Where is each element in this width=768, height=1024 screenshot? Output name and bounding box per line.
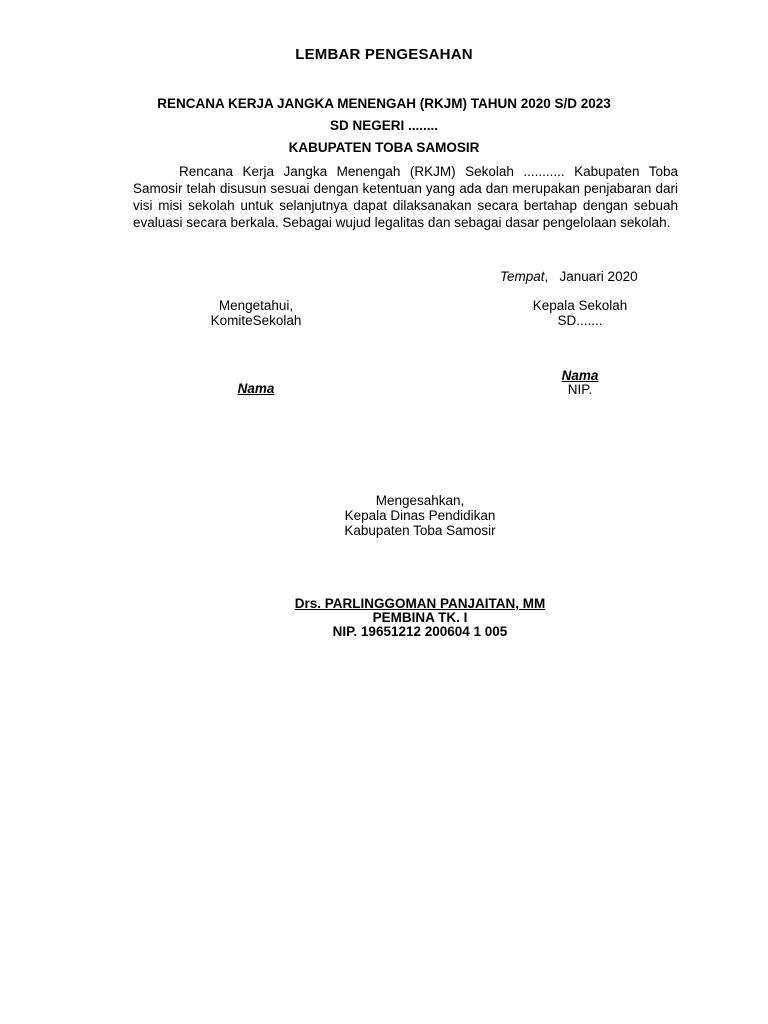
committee-acknowledge-label: Mengetahui, xyxy=(218,298,294,313)
committee-title: KomiteSekolah xyxy=(210,313,302,328)
document-subtitle-regency: KABUPATEN TOBA SAMOSIR xyxy=(288,140,480,155)
official-block xyxy=(220,597,620,639)
principal-nip: NIP. xyxy=(567,382,593,397)
document-subtitle-plan: RENCANA KERJA JANGKA MENENGAH (RKJM) TAHUN 2020 S/D 2023 xyxy=(157,96,611,111)
official-nip: NIP. 19651212 200604 1 005 xyxy=(332,624,508,639)
document-subtitle-school: SD NEGERI ........ xyxy=(329,118,439,133)
principal-signature-block xyxy=(480,298,680,328)
document-title: LEMBAR PENGESAHAN xyxy=(295,46,473,63)
principal-title: Kepala Sekolah xyxy=(532,298,628,313)
approval-block xyxy=(270,493,570,538)
official-name: Drs. PARLINGGOMAN PANJAITAN, MM xyxy=(294,596,546,611)
principal-school: SD....... xyxy=(557,313,603,328)
date-label: , Januari 2020 xyxy=(544,269,638,284)
committee-signature-block xyxy=(156,298,356,328)
approval-regency: Kabupaten Toba Samosir xyxy=(344,523,496,538)
principal-name: Nama xyxy=(561,368,599,383)
approval-office: Kepala Dinas Pendidikan xyxy=(344,508,496,523)
body-paragraph: Rencana Kerja Jangka Menengah (RKJM) Sekolah ........... Kabupaten Toba Samosir telah disusun sesuai dengan ketentuan yang ada dan merupakan penjabaran dari visi misi sekolah untuk selanjutnya dapat dilaksanakan secara bertahap dengan sebuah evaluasi secara berkala. Sebagai wujud legalitas dan sebagai dasar pengelolaan sekolah. xyxy=(133,164,678,230)
place-label: Tempat xyxy=(500,269,545,284)
approval-label: Mengesahkan, xyxy=(375,493,465,508)
official-rank: PEMBINA TK. I xyxy=(372,610,468,625)
place-date xyxy=(500,269,680,284)
committee-name: Nama xyxy=(237,381,275,396)
